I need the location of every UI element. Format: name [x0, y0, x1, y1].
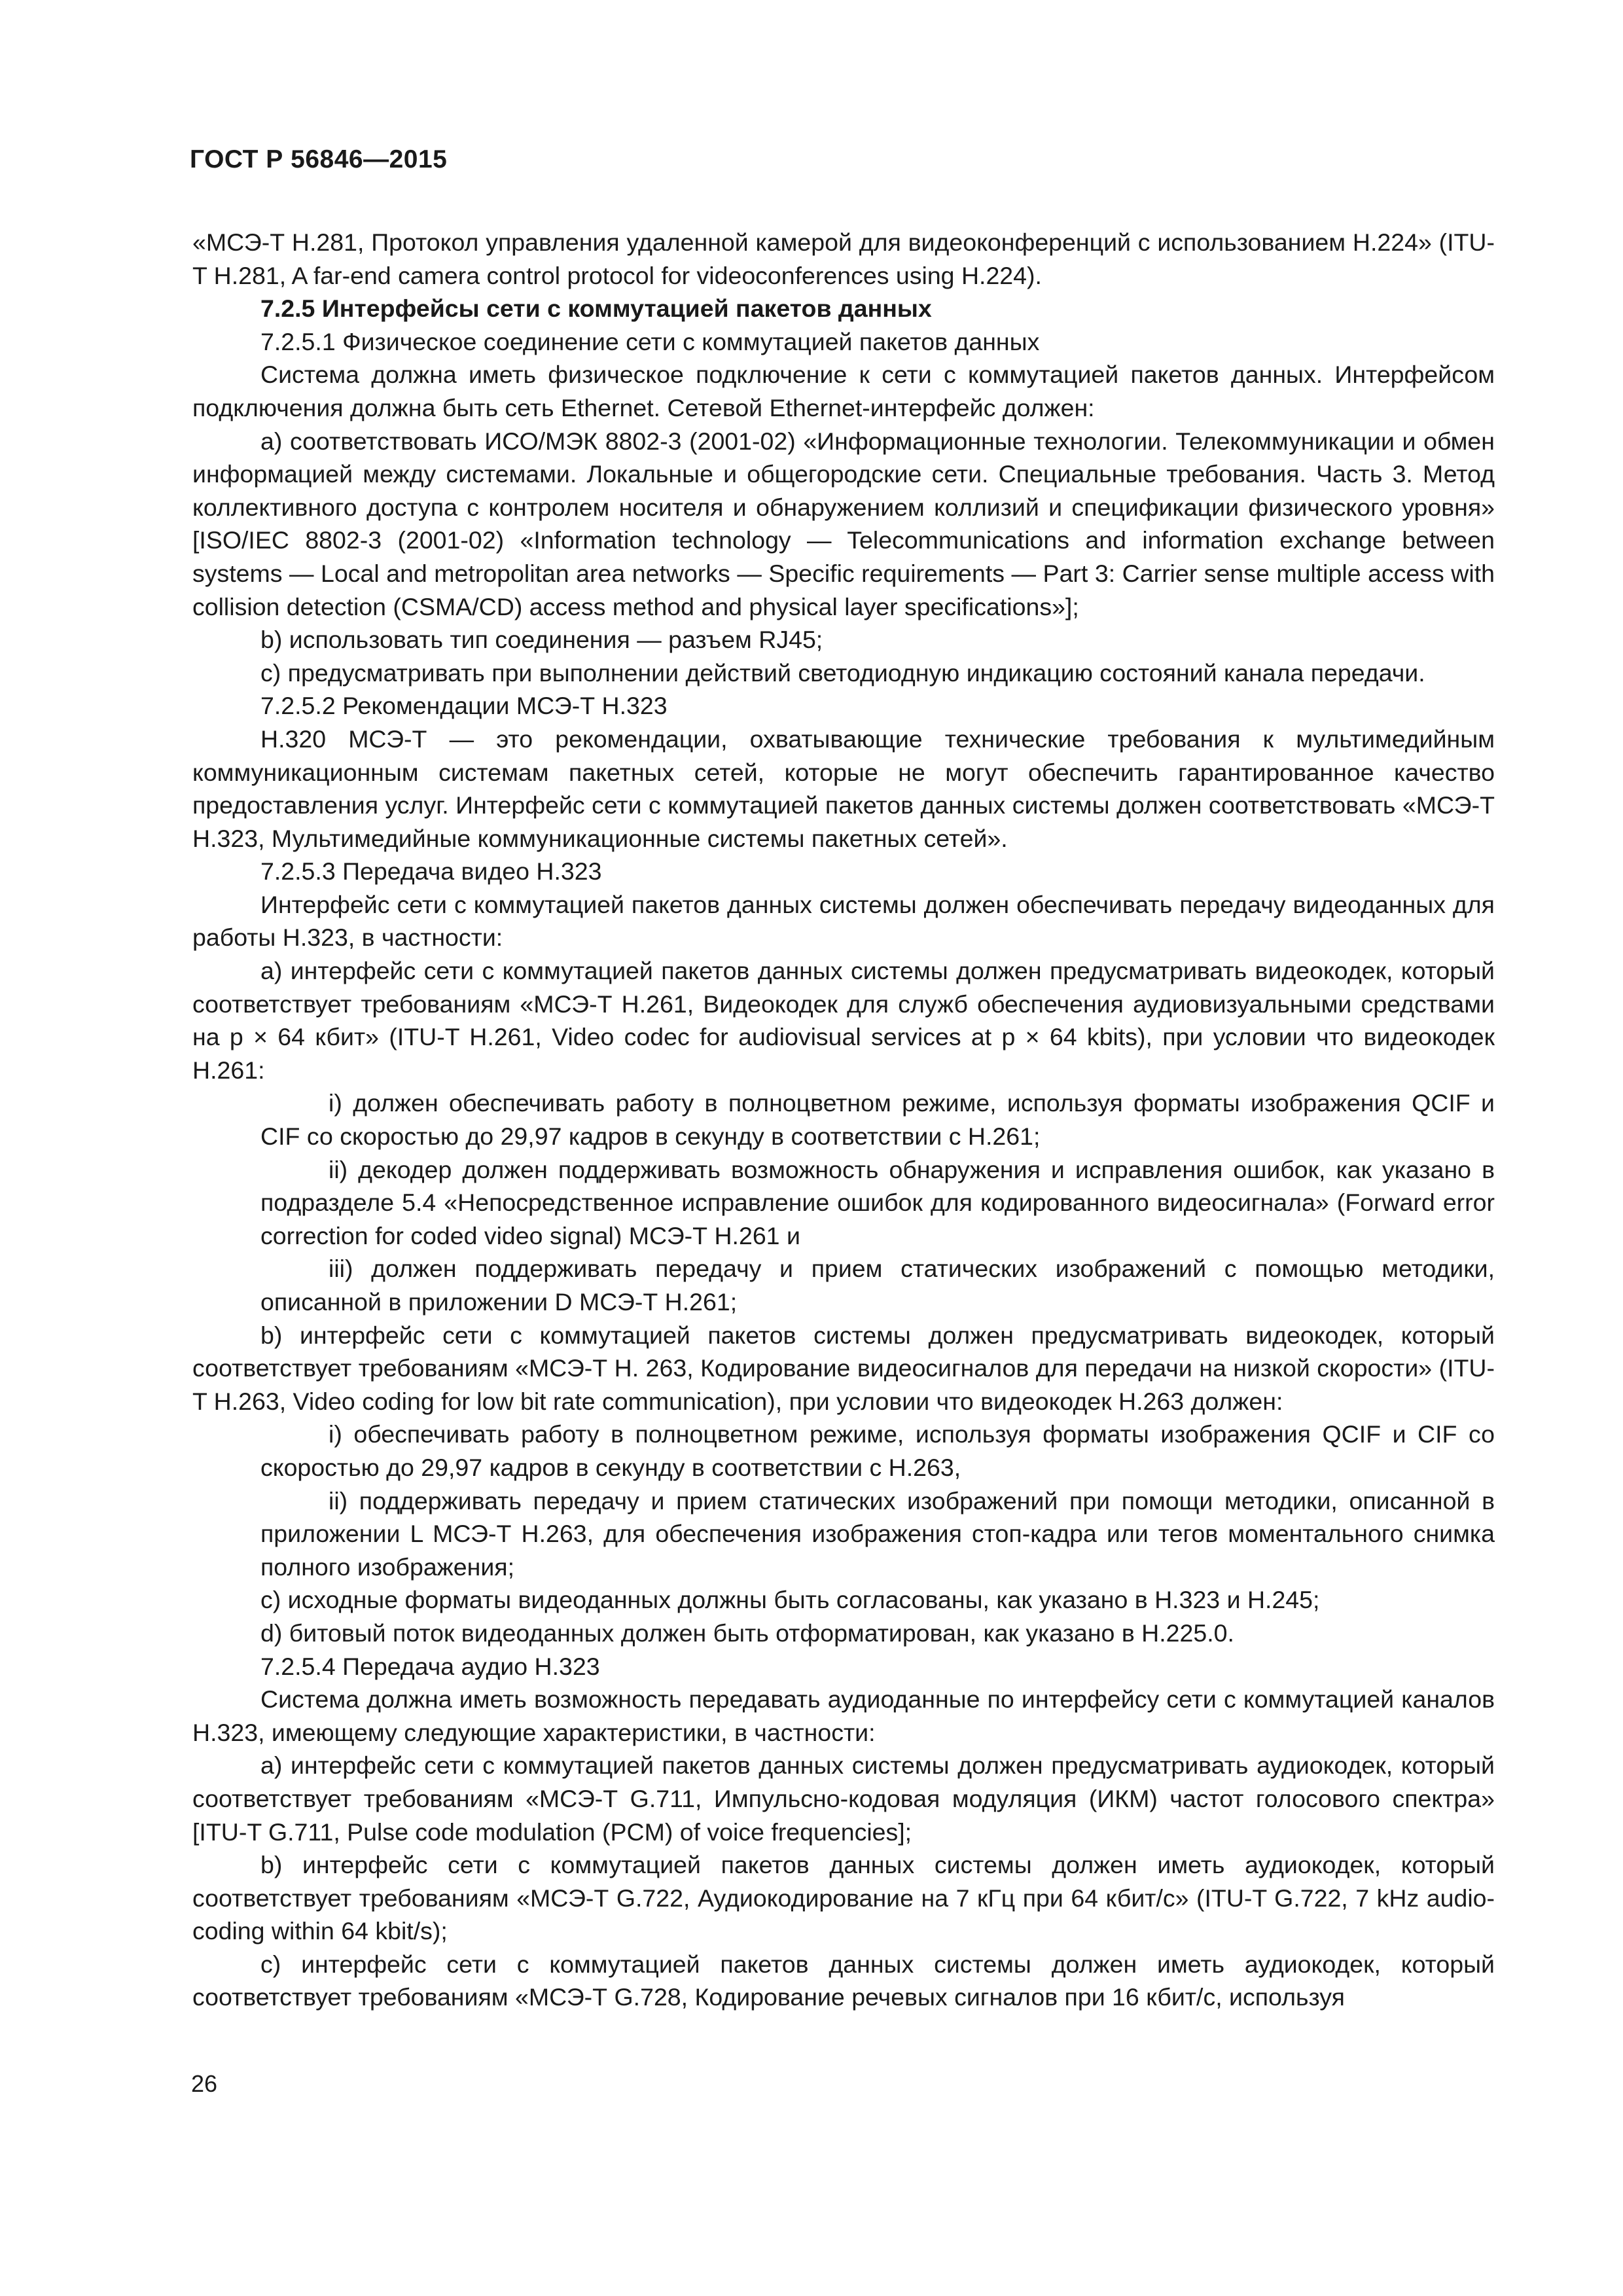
paragraph: c) исходные форматы видеоданных должны быть согласованы, как указано в H.323 и H.245;	[260, 1586, 1320, 1614]
paragraph: i) обеспечивать работу в полноцветном режиме, используя форматы изображения QCIF и CIF со скоростью до 29,97 кадров в секунду в соответствии с H.263,	[260, 1420, 1495, 1481]
paragraph: Система должна иметь возможность передавать аудиоданные по интерфейсу сети с коммутацией каналов H.323, имеющему следующие характеристики, в частности:	[192, 1685, 1495, 1746]
paragraph: 7.2.5.2 Рекомендации МСЭ-Т H.323	[260, 692, 668, 720]
paragraph: b) интерфейс сети с коммутацией пакетов данных системы должен иметь аудиокодек, который соответствует требованиям «МСЭ-Т G.722, Аудиокодирование на 7 кГц при 64 кбит/с» (ITU-T G.722, 7 kHz audio-coding within 64 kbit/s);	[192, 1851, 1495, 1945]
paragraph: Интерфейс сети с коммутацией пакетов данных системы должен обеспечивать передачу видеоданных для работы H.323, в частности:	[192, 890, 1495, 952]
paragraph: 7.2.5.4 Передача аудио H.323	[260, 1652, 600, 1680]
paragraph: d) битовый поток видеоданных должен быть отформатирован, как указано в H.225.0.	[260, 1619, 1234, 1647]
body-text	[192, 226, 1495, 2014]
paragraph: b) интерфейс сети с коммутацией пакетов системы должен предусматривать видеокодек, который соответствует требованиям «МСЭ-Т H. 263, Кодирование видеосигналов для передачи на низкой скорости» (ITU-T H.263, Video coding for low bit rate communication), при условии что видеокодек H.263 должен:	[192, 1321, 1495, 1415]
page-number: 26	[191, 2070, 218, 2097]
paragraph: а) соответствовать ИСО/МЭК 8802-3 (2001-02) «Информационные технологии. Телекоммуникации и обмен информацией между системами. Локальные и общегородские сети. Специальные требования. Часть 3. Метод коллективного доступа с контролем носителя и обнаружением коллизий и спецификации физического уровня» [ISO/IEC 8802-3 (2001-02) «Information technology — Telecommunications and information exchange between systems — Local and metropolitan area networks — Specific requirements — Part 3: Carrier sense multiple access with collision detection (CSMA/CD) access method and physical layer specifications»];	[192, 427, 1495, 620]
paragraph: b) использовать тип соединения — разъем RJ45;	[260, 626, 823, 654]
paragraph: iii) должен поддерживать передачу и прием статических изображений с помощью методики, описанной в приложении D МСЭ-Т H.261;	[260, 1255, 1495, 1316]
paragraph: c) интерфейс сети с коммутацией пакетов данных системы должен иметь аудиокодек, который соответствует требованиям «МСЭ-Т G.728, Кодирование речевых сигналов при 16 кбит/с, используя	[192, 1950, 1495, 2011]
paragraph: c) предусматривать при выполнении действий светодиодную индикацию состояний канала передачи.	[260, 658, 1425, 687]
paragraph: а) интерфейс сети с коммутацией пакетов данных системы должен предусматривать видеокодек, который соответствует требованиям «МСЭ-Т H.261, Видеокодек для служб обеспечения аудиовизуальными средствами на p × 64 кбит» (ITU-T H.261, Video codec for audiovisual services at p × 64 kbits), при условии что видеокодек H.261:	[192, 957, 1495, 1084]
paragraph: ii) поддерживать передачу и прием статических изображений при помощи методики, описанной в приложении L МСЭ-Т H.263, для обеспечения изображения стоп-кадра или тегов моментального снимка полного изображения;	[260, 1486, 1495, 1581]
paragraph: 7.2.5.1 Физическое соединение сети с коммутацией пакетов данных	[260, 327, 1040, 355]
paragraph: ii) декодер должен поддерживать возможность обнаружения и исправления ошибок, как указано в подразделе 5.4 «Непосредственное исправление ошибок для кодированного видеосигнала» (Forward error correction for coded video signal) МСЭ-Т H.261 и	[260, 1155, 1495, 1249]
paragraph: «МСЭ-Т H.281, Протокол управления удаленной камерой для видеоконференций с использованием H.224» (ITU-T H.281, A far-end camera control protocol for videoconferences using H.224).	[192, 228, 1495, 289]
paragraph: 7.2.5.3 Передача видео H.323	[260, 857, 602, 886]
paragraph: 7.2.5 Интерфейсы сети с коммутацией пакетов данных	[260, 295, 932, 323]
paragraph: i) должен обеспечивать работу в полноцветном режиме, используя форматы изображения QCIF и CIF со скоростью до 29,97 кадров в секунду в соответствии с H.261;	[260, 1089, 1495, 1151]
document-code-header: ГОСТ Р 56846—2015	[190, 145, 448, 173]
paragraph: Система должна иметь физическое подключение к сети с коммутацией пакетов данных. Интерфейсом подключения должна быть сеть Ethernet. Сетевой Ethernet-интерфейс должен:	[192, 361, 1495, 422]
paragraph: а) интерфейс сети с коммутацией пакетов данных системы должен предусматривать аудиокодек, который соответствует требованиям «МСЭ-Т G.711, Импульсно-кодовая модуляция (ИКМ) частот голосового спектра» [ITU-T G.711, Pulse code modulation (PCM) of voice frequencies];	[192, 1751, 1495, 1846]
paragraph: H.320 МСЭ-Т — это рекомендации, охватывающие технические требования к мультимедийным коммуникационным системам пакетных сетей, которые не могут обеспечить гарантированное качество предоставления услуг. Интерфейс сети с коммутацией пакетов данных системы должен соответствовать «МСЭ-Т H.323, Мультимедийные коммуникационные системы пакетных сетей».	[192, 725, 1495, 852]
